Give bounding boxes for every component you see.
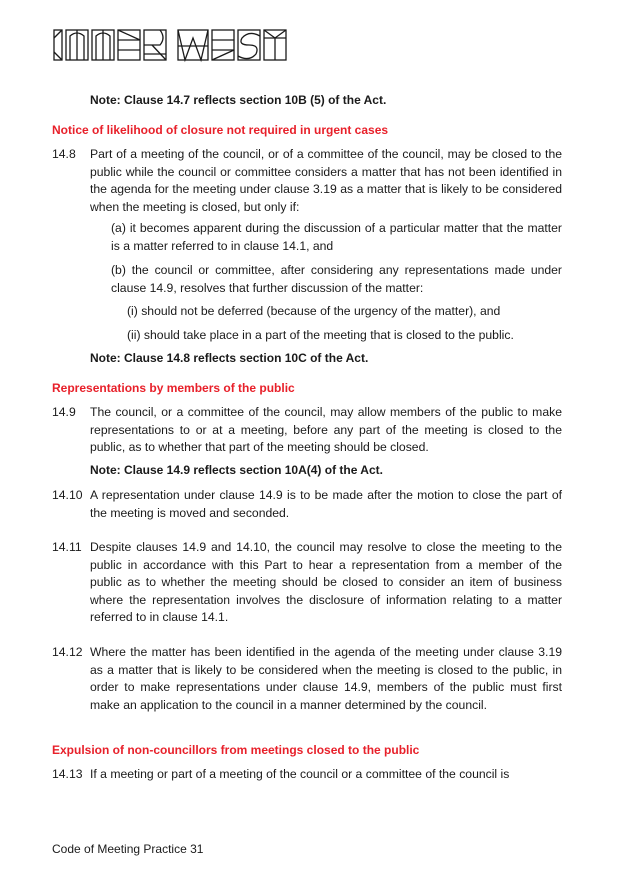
clause-14-10-text: A representation under clause 14.9 is to be made after the motion to close the part of the meeting is moved and seconded. [90,488,562,520]
clause-14-8-b: (b) the council or committee, after considering any representations made under clause 14.9, resolves that further discussion of the matter: [111,263,562,295]
note-clause-14-9: Note: Clause 14.9 reflects section 10A(4) of the Act. [90,463,383,477]
clause-14-12-text: Where the matter has been identified in the agenda of the meeting under clause 3.19 as a matter that is likely to be considered when the meeting is closed to the public, in order to make representations under clause 14.9, members of the public must first make an application to the council in a manner determined by the council. [90,645,562,712]
clause-number-14-9: 14.9 [52,405,76,419]
heading-notice-closure: Notice of likelihood of closure not required in urgent cases [52,123,389,137]
clause-number-14-11: 14.11 [52,540,82,554]
note-clause-14-8: Note: Clause 14.8 reflects section 10C of the Act. [90,351,369,365]
heading-representations: Representations by members of the public [52,381,295,395]
clause-14-11-text: Despite clauses 14.9 and 14.10, the council may resolve to close the meeting to the public in accordance with this Part to hear a representation from a member of the public as to whether the meeting should be closed to consider an item of business where the representation involves the disclosure of information relating to a matter referred to in clause 14.1. [90,540,562,624]
clause-14-8-b-ii: (ii) should take place in a part of the meeting that is closed to the public. [127,328,514,342]
clause-14-8-a: (a) it becomes apparent during the discussion of a particular matter that the matter is a matter referred to in clause 14.1, and [111,221,562,253]
clause-number-14-12: 14.12 [52,645,83,659]
note-clause-14-7: Note: Clause 14.7 reflects section 10B (5) of the Act. [90,93,387,107]
clause-14-8-b-i: (i) should not be deferred (because of the urgency of the matter), and [127,304,501,318]
page-footer: Code of Meeting Practice 31 [52,842,204,856]
inner-west-logo [52,26,292,64]
heading-expulsion: Expulsion of non-councillors from meetings closed to the public [52,743,420,757]
clause-number-14-13: 14.13 [52,767,83,781]
clause-number-14-8: 14.8 [52,147,76,161]
clause-14-13-text: If a meeting or part of a meeting of the council or a committee of the council is [90,767,510,781]
clause-14-9-text: The council, or a committee of the council, may allow members of the public to make representations to or at a meeting, before any part of the meeting is closed to the public, as to whether that part of the meeting should be closed. [90,405,562,454]
clause-number-14-10: 14.10 [52,488,83,502]
clause-14-8-text: Part of a meeting of the council, or of a committee of the council, may be closed to the public while the council or committee considers a matter that has not been identified in the agenda for the meeting under clause 3.19 as a matter that is likely to be considered when the meeting is closed, but only if: [90,147,562,214]
